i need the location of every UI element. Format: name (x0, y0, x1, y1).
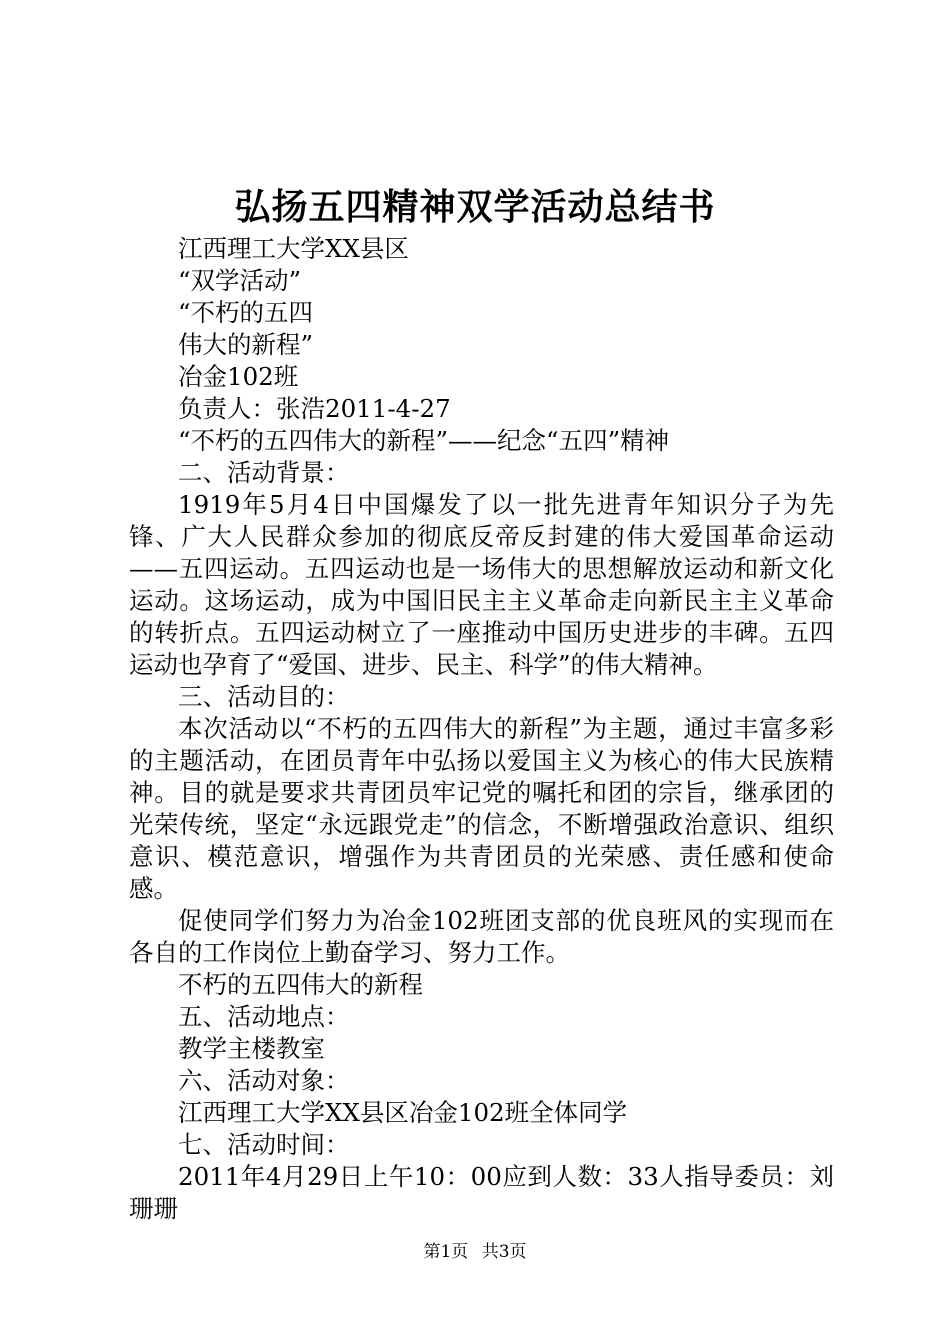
paragraph: 伟大的新程” (178, 330, 314, 359)
section-heading: 六、活动对象： (178, 1066, 350, 1095)
paragraph: 不朽的五四伟大的新程 (178, 970, 423, 999)
page-total: 共3页 (481, 1242, 527, 1262)
document-title: 弘扬五四精神双学活动总结书 (234, 187, 716, 228)
page-footer (0, 1240, 950, 1264)
paragraph: 负责人：张浩2011-4-27 (178, 394, 451, 423)
paragraph: 江西理工大学XX县区冶金102班全体同学 (178, 1098, 628, 1127)
paragraph: 江西理工大学XX县区 (178, 234, 409, 263)
paragraph: 冶金102班 (178, 362, 299, 391)
section-heading: 七、活动时间： (178, 1130, 350, 1159)
section-heading: 二、活动背景： (178, 458, 350, 487)
paragraph: “不朽的五四 (178, 298, 314, 327)
paragraph: 本次活动以“不朽的五四伟大的新程”为主题，通过丰富多彩的主题活动，在团员青年中弘扬以爱国主义为核心的伟大民族精神。目的就是要求共青团员牢记党的嘱托和团的宗旨，继承团的光荣传统，坚定“永远跟党走”的信念，不断增强政治意识、组织意识、模范意识，增强作为共青团员的光荣感、责任感和使命感。 (129, 714, 834, 903)
page-number: 第1页 (423, 1242, 469, 1262)
section-heading: 五、活动地点： (178, 1002, 350, 1031)
document-body (129, 233, 834, 1225)
paragraph: 促使同学们努力为冶金102班团支部的优良班风的实现而在各自的工作岗位上勤奋学习、努力工作。 (129, 906, 834, 967)
paragraph: 2011年4月29日上午10：00应到人数：33人指导委员：刘珊珊 (129, 1162, 834, 1223)
paragraph: “不朽的五四伟大的新程”——纪念“五四”精神 (178, 426, 670, 455)
section-heading: 三、活动目的： (178, 682, 350, 711)
paragraph: 教学主楼教室 (178, 1034, 325, 1063)
paragraph: “双学活动” (178, 266, 302, 295)
paragraph: 1919年5月4日中国爆发了以一批先进青年知识分子为先锋、广大人民群众参加的彻底反帝反封建的伟大爱国革命运动——五四运动。五四运动也是一场伟大的思想解放运动和新文化运动。这场运动，成为中国旧民主主义革命走向新民主主义革命的转折点。五四运动树立了一座推动中国历史进步的丰碑。五四运动也孕育了“爱国、进步、民主、科学”的伟大精神。 (129, 490, 834, 679)
